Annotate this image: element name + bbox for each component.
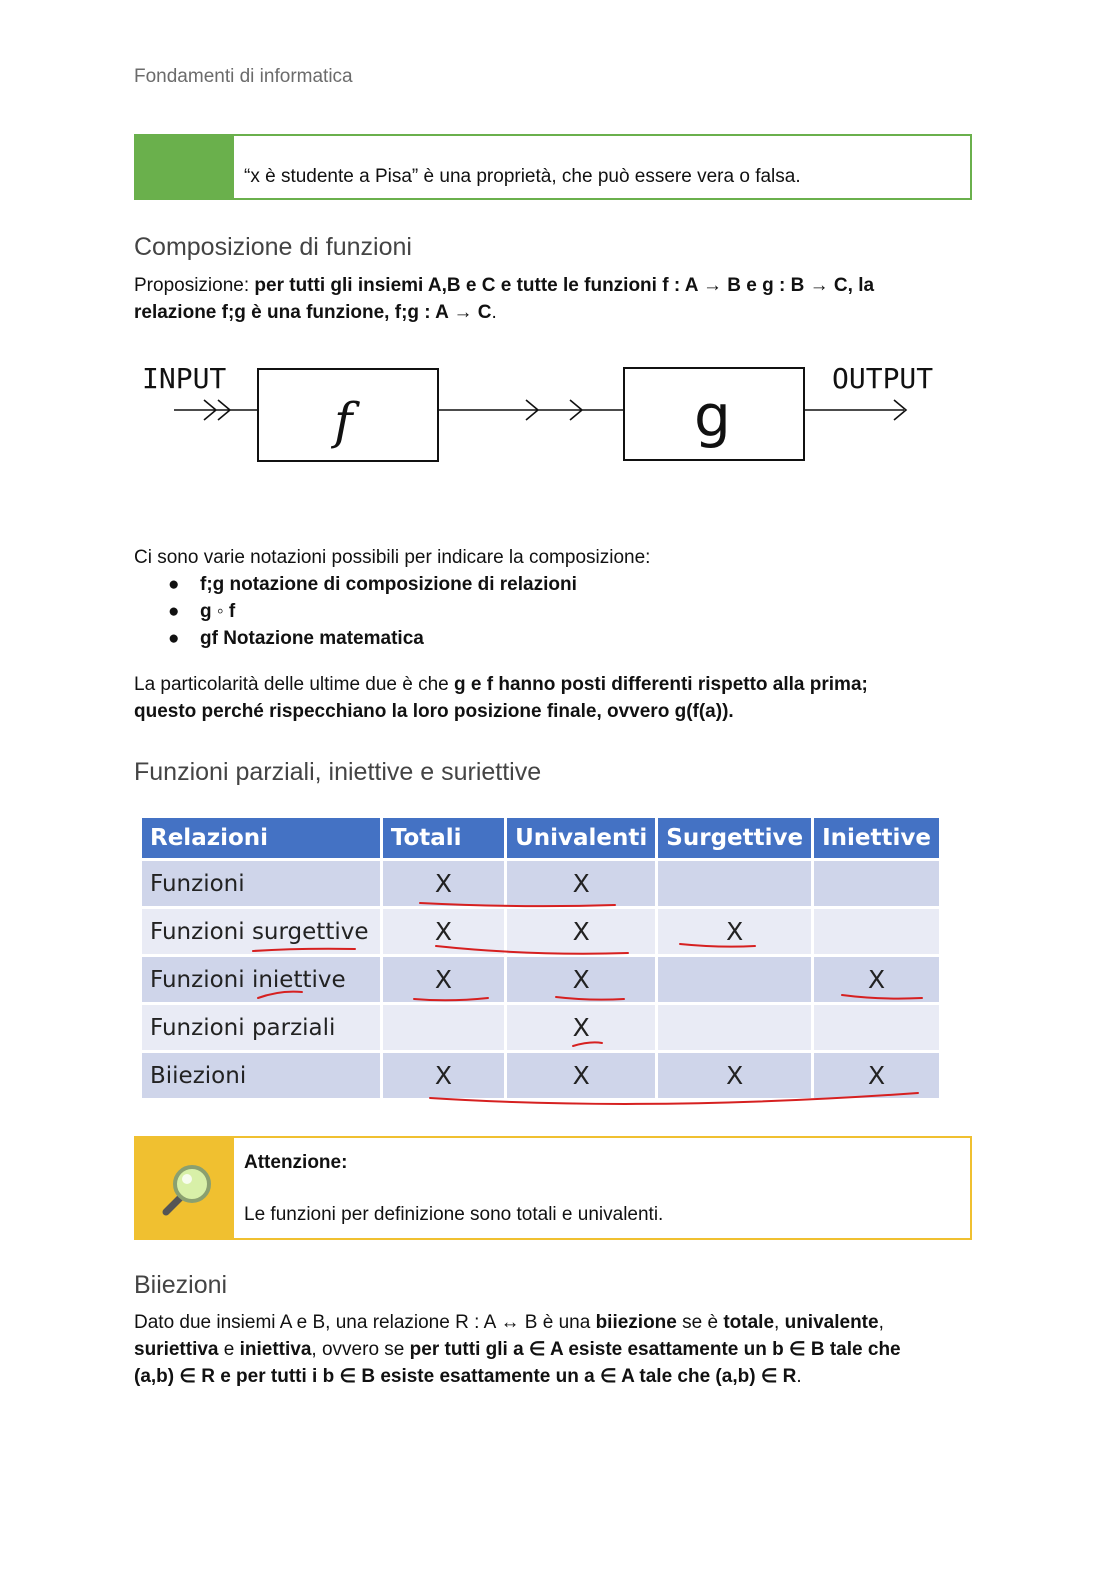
middle-arrow bbox=[438, 400, 624, 420]
callout-text: “x è studente a Pisa” è una proprietà, che può essere vera o falsa. bbox=[244, 166, 801, 187]
prop-bold-2: relazione f;g è una funzione, f;g : A → C bbox=[134, 302, 492, 323]
table-cell: X bbox=[814, 1053, 942, 1101]
table-cell: X bbox=[383, 957, 507, 1005]
attention-text: Le funzioni per definizione sono totali e univalenti. bbox=[244, 1204, 664, 1225]
magnifier-icon bbox=[134, 1136, 234, 1240]
notations-list bbox=[168, 571, 577, 652]
column-header: Univalenti bbox=[507, 818, 658, 861]
table-cell bbox=[658, 861, 814, 909]
table-cell bbox=[383, 1005, 507, 1053]
text-run: iniettiva bbox=[239, 1339, 312, 1360]
example-callout bbox=[134, 134, 972, 200]
row-label: Funzioni parziali bbox=[142, 1005, 383, 1053]
para-bold-1: g e f hanno posti differenti rispetto alla prima; bbox=[454, 674, 868, 695]
table-cell: X bbox=[507, 957, 658, 1005]
text-run: e bbox=[218, 1339, 240, 1360]
notations-paragraph bbox=[134, 671, 964, 725]
section-heading-partial: Funzioni parziali, iniettive e suriettive bbox=[134, 758, 542, 786]
text-run: . bbox=[796, 1366, 802, 1387]
prop-label: Proposizione: bbox=[134, 275, 255, 296]
prop-bold-1: per tutti gli insiemi A,B e C e tutte le funzioni f : A → B e g : B → C, la bbox=[254, 275, 875, 296]
table-row bbox=[142, 861, 942, 909]
text-run: , bbox=[878, 1312, 884, 1333]
table-cell bbox=[814, 861, 942, 909]
table-cell: X bbox=[383, 861, 507, 909]
table-row bbox=[142, 1053, 942, 1101]
column-header: Iniettive bbox=[814, 818, 942, 861]
text-run: , bbox=[774, 1312, 785, 1333]
table-cell bbox=[658, 1005, 814, 1053]
list-item-text: g ◦ f bbox=[200, 601, 236, 622]
list-item: ● f;g notazione di composizione di relazioni bbox=[168, 571, 577, 598]
column-header: Totali bbox=[383, 818, 507, 861]
relations-table bbox=[142, 818, 942, 1101]
section-heading-bijections: Biiezioni bbox=[134, 1271, 228, 1299]
input-arrow bbox=[174, 400, 258, 420]
column-header: Surgettive bbox=[658, 818, 814, 861]
list-item-text: f;g notazione di composizione di relazioni bbox=[200, 574, 577, 595]
proposition-paragraph bbox=[134, 272, 954, 326]
table-cell bbox=[814, 1005, 942, 1053]
diagram-input-label: INPUT bbox=[142, 362, 227, 395]
table-cell: X bbox=[507, 1053, 658, 1101]
row-label: Funzioni surgettive bbox=[142, 909, 383, 957]
row-label: Biiezioni bbox=[142, 1053, 383, 1101]
para-bold-2: questo perché rispecchiano la loro posizione finale, ovvero g(f(a)). bbox=[134, 701, 734, 722]
row-label: Funzioni iniettive bbox=[142, 957, 383, 1005]
text-run: biiezione bbox=[595, 1312, 677, 1333]
table-cell bbox=[658, 957, 814, 1005]
f-box-label: f bbox=[334, 392, 353, 450]
attention-callout bbox=[134, 1136, 972, 1240]
notations-intro: Ci sono varie notazioni possibili per indicare la composizione: bbox=[134, 547, 651, 568]
output-arrow bbox=[804, 400, 906, 420]
row-label: Funzioni bbox=[142, 861, 383, 909]
text-run: per tutti gli a ∈ A esiste esattamente un b ∈ B tale che bbox=[409, 1339, 901, 1360]
table-cell: X bbox=[383, 1053, 507, 1101]
table-cell bbox=[814, 909, 942, 957]
g-box-label: g bbox=[694, 382, 731, 450]
text-run: (a,b) ∈ R e per tutti i b ∈ B esiste esattamente un a ∈ A tale che (a,b) ∈ R bbox=[134, 1366, 797, 1387]
table-row bbox=[142, 909, 942, 957]
list-item-text: gf Notazione matematica bbox=[200, 628, 424, 649]
text-run: totale bbox=[723, 1312, 775, 1333]
para-plain: La particolarità delle ultime due è che bbox=[134, 674, 455, 695]
bijections-paragraph bbox=[134, 1309, 974, 1390]
prop-end: . bbox=[491, 302, 497, 323]
list-item: ● g ◦ f bbox=[168, 598, 577, 625]
text-run: , ovvero se bbox=[311, 1339, 410, 1360]
table-row bbox=[142, 1005, 942, 1053]
text-run: suriettiva bbox=[134, 1339, 219, 1360]
table-cell: X bbox=[658, 909, 814, 957]
table-cell: X bbox=[507, 1005, 658, 1053]
document-header: Fondamenti di informatica bbox=[134, 66, 353, 87]
list-item: ● gf Notazione matematica bbox=[168, 625, 577, 652]
table-cell: X bbox=[383, 909, 507, 957]
column-header: Relazioni bbox=[142, 818, 383, 861]
callout-color-bar bbox=[134, 134, 234, 200]
diagram-output-label: OUTPUT bbox=[832, 362, 934, 395]
table-cell: X bbox=[507, 861, 658, 909]
section-heading-composition: Composizione di funzioni bbox=[134, 233, 412, 261]
text-run: univalente bbox=[784, 1312, 879, 1333]
text-run: Dato due insiemi A e B, una relazione R : A ↔ B è una bbox=[134, 1312, 596, 1333]
attention-title: Attenzione: bbox=[244, 1152, 348, 1173]
table-cell: X bbox=[658, 1053, 814, 1101]
composition-diagram bbox=[134, 350, 964, 480]
callout-color-bar bbox=[134, 1136, 234, 1240]
text-run: se è bbox=[676, 1312, 724, 1333]
table-cell: X bbox=[814, 957, 942, 1005]
table-cell: X bbox=[507, 909, 658, 957]
table-row bbox=[142, 957, 942, 1005]
table-header-row bbox=[142, 818, 942, 861]
